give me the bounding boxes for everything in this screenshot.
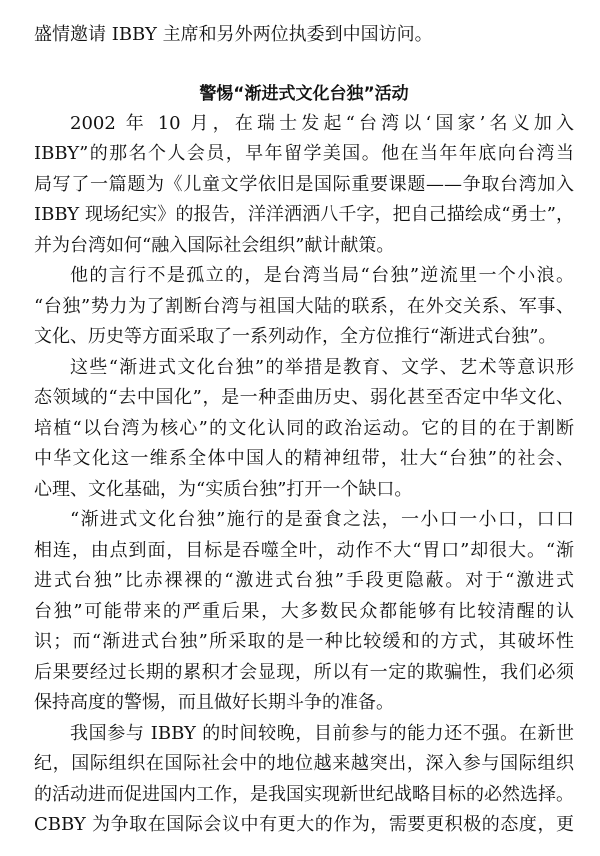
text-line: 态领域的“去中国化”，是一种歪曲历史、弱化甚至否定中华文化、 <box>34 387 574 408</box>
text-line: 相连，由点到面，目标是吞噬全叶，动作不大“胃口”却很大。“渐 <box>34 539 574 561</box>
text-line: 并为台湾如何“融入国际社会组织”献计献策。 <box>34 234 395 256</box>
text-line: IBBY”的那名个人会员，早年留学美国。他在当年年底向台湾当 <box>34 143 574 164</box>
paragraph-1 <box>34 109 574 262</box>
text-line: 后果要经过长期的累积才会显现，所以有一定的欺骗性，我们必须 <box>34 661 574 683</box>
text-line: IBBY 现场纪实》的报告，洋洋洒洒八千字，把自己描绘成“勇士”， <box>34 204 574 225</box>
text-line: 我国参与 IBBY 的时间较晚，目前参与的能力还不强。在新世 <box>70 722 574 744</box>
paragraph-5 <box>34 719 574 841</box>
text-line: 心理、文化基础，为“实质台独”打开一个缺口。 <box>34 478 413 500</box>
text-line: “渐进式文化台独”施行的是蚕食之法，一小口一小口，口口 <box>70 509 574 530</box>
paragraph-3 <box>34 353 574 506</box>
text-line: 文化、历史等方面采取了一系列动作，全方位推行“渐进式台独”。 <box>34 326 557 347</box>
text-line: 2002 年 10 月，在瑞士发起“台湾以‘国家’名义加入 <box>70 112 574 134</box>
section-heading: 警惕“渐进式文化台独”活动 <box>199 83 409 104</box>
text-line: 识；而“渐进式台独”所采取的是一种比较缓和的方式，其破坏性 <box>34 631 574 652</box>
text-line: 进式台独”比赤裸裸的“激进式台独”手段更隐蔽。对于“激进式 <box>34 570 574 591</box>
text-line: 这些“渐进式文化台独”的举措是教育、文学、艺术等意识形 <box>70 356 574 378</box>
text-line: 保持高度的警惕，而且做好长期斗争的准备。 <box>34 692 394 713</box>
paragraph-2 <box>34 261 574 353</box>
text-line: 的活动进而促进国内工作，是我国实现新世纪战略目标的必然选择。 <box>34 783 574 805</box>
text-line: 台独”可能带来的严重后果，大多数民众都能够有比较清醒的认 <box>34 600 574 622</box>
text-line: 中华文化这一维系全体中国人的精神纽带，壮大“台独”的社会、 <box>34 448 574 469</box>
intro-line: 盛情邀请 IBBY 主席和另外两位执委到中国访问。 <box>34 24 433 45</box>
text-line: 培植“以台湾为核心”的文化认同的政治运动。它的目的在于割断 <box>34 417 574 439</box>
text-line: 纪，国际组织在国际社会中的地位越来越突出，深入参与国际组织 <box>34 753 574 774</box>
paragraph-4 <box>34 505 574 719</box>
document-page <box>34 20 574 841</box>
text-line: CBBY 为争取在国际会议中有更大的作为，需要更积极的态度，更 <box>34 814 574 835</box>
text-line: “台独”势力为了割断台湾与祖国大陆的联系，在外交关系、军事、 <box>34 295 574 317</box>
text-line: 局写了一篇题为《儿童文学依旧是国际重要课题——争取台湾加入 <box>34 173 574 195</box>
text-line: 他的言行不是孤立的，是台湾当局“台独”逆流里一个小浪。 <box>70 265 574 286</box>
